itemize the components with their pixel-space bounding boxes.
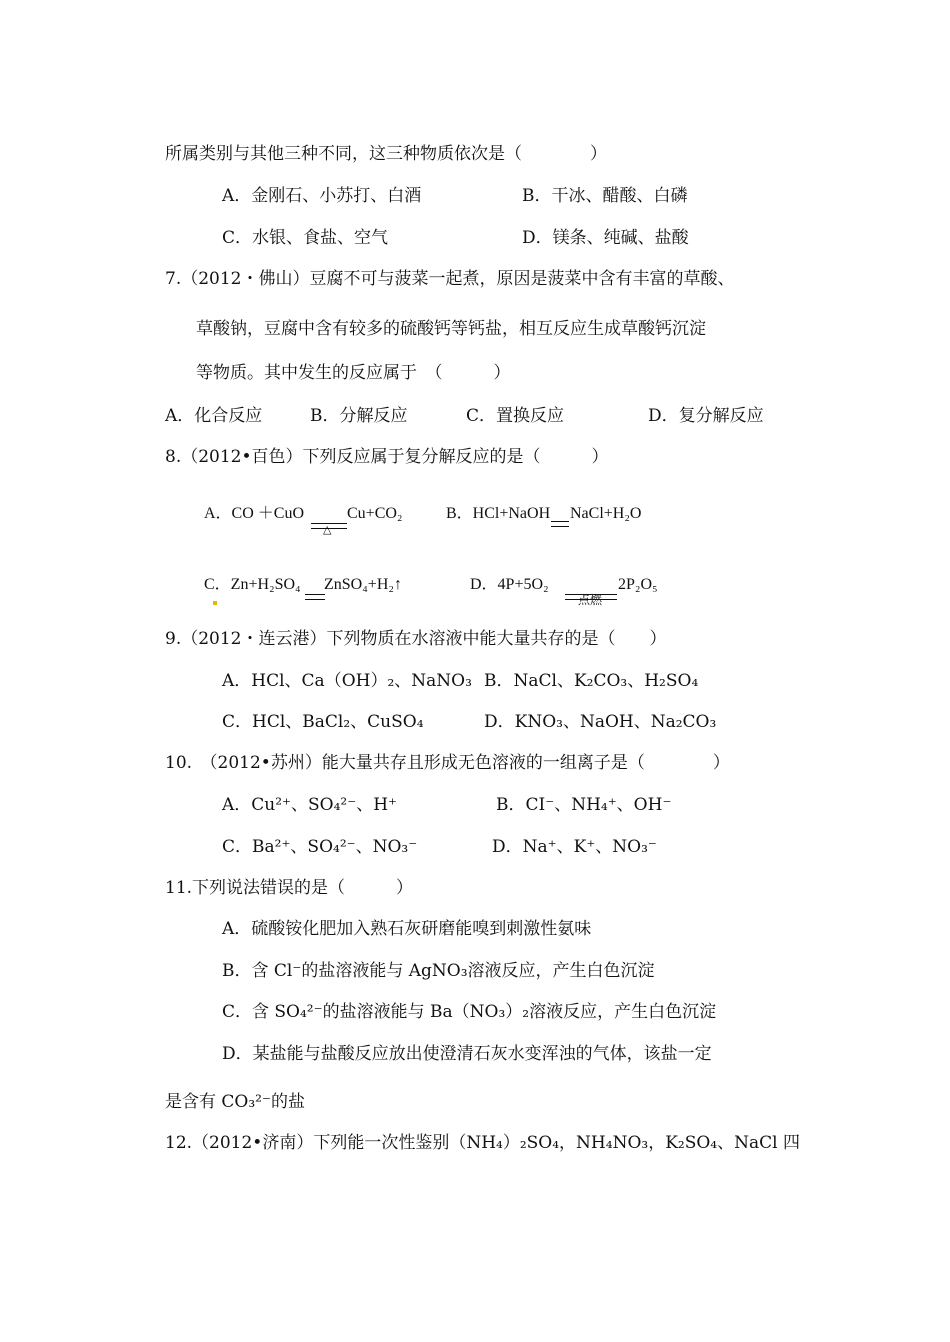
q7-stem-line-2: 草酸钠，豆腐中含有较多的硫酸钙等钙盐，相互反应生成草酸钙沉淀 — [196, 319, 706, 339]
q8-option-b-equals-top — [551, 521, 569, 522]
q11-stem: 11.下列说法错误的是（ ） — [165, 878, 414, 898]
q7-option-a: A．化合反应 — [165, 406, 263, 426]
q7-stem-line-1: 7.（2012・佛山）豆腐不可与菠菜一起煮，原因是菠菜中含有丰富的草酸、 — [165, 269, 735, 289]
margin-marker — [213, 601, 217, 605]
q9-option-b: B．NaCl、K₂CO₃、H₂SO₄ — [484, 671, 699, 691]
q8-option-b-equals-bottom — [551, 526, 569, 527]
q9-option-a: A．HCl、Ca（OH）₂、NaNO₃ — [222, 671, 472, 691]
q7-stem-line-3: 等物质。其中发生的反应属于 （ ） — [196, 363, 511, 383]
q8-option-b-products: NaCl+H₂O — [570, 505, 642, 522]
q8-option-c-equals-bottom — [305, 599, 325, 600]
q8-option-c-equals-top — [305, 594, 325, 595]
q10-option-b: B．CI⁻、NH₄⁺、OH⁻ — [496, 795, 672, 815]
q8-option-d-reactants: D．4P+5O₂ — [470, 576, 549, 593]
q11-option-c: C．含 SO₄²⁻的盐溶液能与 Ba（NO₃）₂溶液反应，产生白色沉淀 — [222, 1002, 717, 1022]
q6-option-c: C．水银、食盐、空气 — [222, 228, 389, 248]
q8-option-d-products: 2P₂O₅ — [618, 576, 658, 593]
q10-option-c: C．Ba²⁺、SO₄²⁻、NO₃⁻ — [222, 837, 418, 857]
q6-option-b: B．干冰、醋酸、白磷 — [522, 186, 688, 206]
q7-option-d: D．复分解反应 — [648, 406, 764, 426]
q11-option-d: D．某盐能与盐酸反应放出使澄清石灰水变浑浊的气体，该盐一定 — [222, 1044, 712, 1064]
q6-option-d: D．镁条、纯碱、盐酸 — [522, 228, 689, 248]
q7-option-c: C．置换反应 — [466, 406, 565, 426]
q8-option-a-products: Cu+CO₂ — [347, 505, 403, 522]
q10-option-a: A．Cu²⁺、SO₄²⁻、H⁺ — [222, 795, 398, 815]
q9-option-c: C．HCl、BaCl₂、CuSO₄ — [222, 712, 424, 732]
q8-option-c-reactants: C．Zn+H₂SO₄ — [204, 576, 301, 593]
q9-stem: 9.（2012・连云港）下列物质在水溶液中能大量共存的是（ ） — [165, 629, 667, 649]
q11-option-a: A．硫酸铵化肥加入熟石灰研磨能嗅到刺激性氨味 — [222, 919, 592, 939]
q9-option-d: D．KNO₃、NaOH、Na₂CO₃ — [484, 712, 717, 732]
q7-option-b: B．分解反应 — [310, 406, 408, 426]
q8-option-a-heat-sign: △ — [323, 523, 332, 536]
q11-option-d-continuation: 是含有 CO₃²⁻的盐 — [165, 1092, 305, 1112]
q8-stem: 8.（2012•百色）下列反应属于复分解反应的是（ ） — [165, 447, 609, 467]
q8-option-b-reactants: B．HCl+NaOH — [446, 505, 551, 522]
q11-option-b: B．含 Cl⁻的盐溶液能与 AgNO₃溶液反应，产生白色沉淀 — [222, 961, 655, 981]
q6-option-a: A．金刚石、小苏打、白酒 — [222, 186, 422, 206]
q8-option-d-ignition-label: 点燃 — [578, 593, 603, 607]
q12-stem: 12.（2012•济南）下列能一次性鉴别（NH₄）₂SO₄，NH₄NO₃，K₂SO₄、NaCl 四 — [165, 1133, 800, 1153]
q8-option-a-reactants: A．CO ＋CuO — [204, 505, 305, 522]
q8-option-c-products: ZnSO₄+H₂↑ — [324, 576, 402, 593]
q10-stem: 10. （2012•苏州）能大量共存且形成无色溶液的一组离子是（ ） — [165, 753, 730, 773]
q6-stem-continuation: 所属类别与其他三种不同，这三种物质依次是（ ） — [165, 144, 607, 164]
q10-option-d: D．Na⁺、K⁺、NO₃⁻ — [492, 837, 657, 857]
